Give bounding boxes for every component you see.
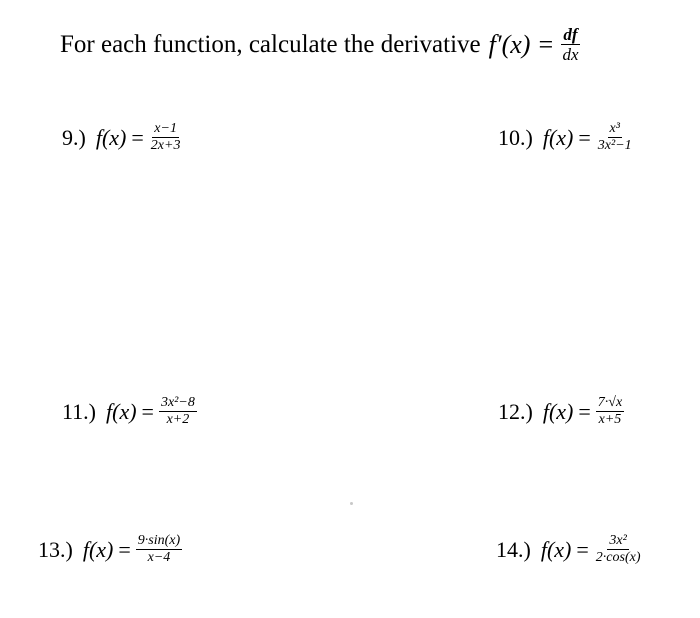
derivative-notation bbox=[489, 26, 581, 63]
function-fraction bbox=[159, 396, 197, 427]
denominator: 3x²−1 bbox=[597, 138, 632, 153]
function-lhs: f(x) bbox=[542, 398, 574, 424]
stray-mark bbox=[350, 502, 353, 505]
equals-sign: = bbox=[141, 398, 154, 424]
function-lhs: f(x) bbox=[82, 536, 114, 562]
denominator: x−4 bbox=[147, 550, 171, 565]
equals-sign: = bbox=[576, 536, 589, 562]
numerator: 7·√x bbox=[597, 395, 623, 410]
instructions-heading bbox=[60, 26, 581, 63]
numerator: 3x² bbox=[609, 533, 627, 548]
problem-number: 13.) bbox=[38, 536, 73, 562]
problem-12 bbox=[498, 396, 624, 427]
derivative-denominator: dx bbox=[562, 45, 579, 64]
numerator: 3x²−8 bbox=[160, 395, 195, 410]
function-fraction bbox=[594, 534, 643, 565]
denominator: x+5 bbox=[598, 412, 622, 427]
problem-number: 10.) bbox=[498, 124, 533, 150]
function-fraction bbox=[596, 122, 634, 153]
problem-number: 11.) bbox=[62, 398, 97, 424]
problem-number: 14.) bbox=[496, 536, 531, 562]
function-fraction bbox=[596, 396, 624, 427]
function-fraction bbox=[136, 534, 182, 565]
equals-sign: = bbox=[118, 536, 131, 562]
equals-sign: = bbox=[131, 124, 144, 150]
problem-number: 9.) bbox=[62, 124, 86, 150]
denominator: 2x+3 bbox=[150, 138, 181, 153]
function-lhs: f(x) bbox=[540, 536, 572, 562]
equals-sign: = bbox=[578, 124, 591, 150]
problem-11 bbox=[62, 396, 197, 427]
problem-14 bbox=[496, 534, 642, 565]
derivative-numerator: df bbox=[563, 25, 578, 44]
derivative-fraction bbox=[560, 26, 580, 63]
derivative-lhs: f′(x) = bbox=[488, 29, 555, 59]
problem-10 bbox=[498, 122, 634, 153]
numerator: x³ bbox=[609, 121, 620, 136]
problem-number: 12.) bbox=[498, 398, 533, 424]
function-lhs: f(x) bbox=[542, 124, 574, 150]
denominator: 2·cos(x) bbox=[595, 550, 641, 565]
problem-9 bbox=[62, 122, 182, 153]
numerator: x−1 bbox=[154, 121, 177, 136]
denominator: x+2 bbox=[166, 412, 190, 427]
function-lhs: f(x) bbox=[95, 124, 127, 150]
equals-sign: = bbox=[578, 398, 591, 424]
function-fraction bbox=[149, 122, 183, 153]
instructions-text: For each function, calculate the derivative bbox=[60, 30, 481, 58]
function-lhs: f(x) bbox=[106, 398, 137, 424]
numerator: 9·sin(x) bbox=[137, 533, 181, 548]
problem-13 bbox=[38, 534, 182, 565]
